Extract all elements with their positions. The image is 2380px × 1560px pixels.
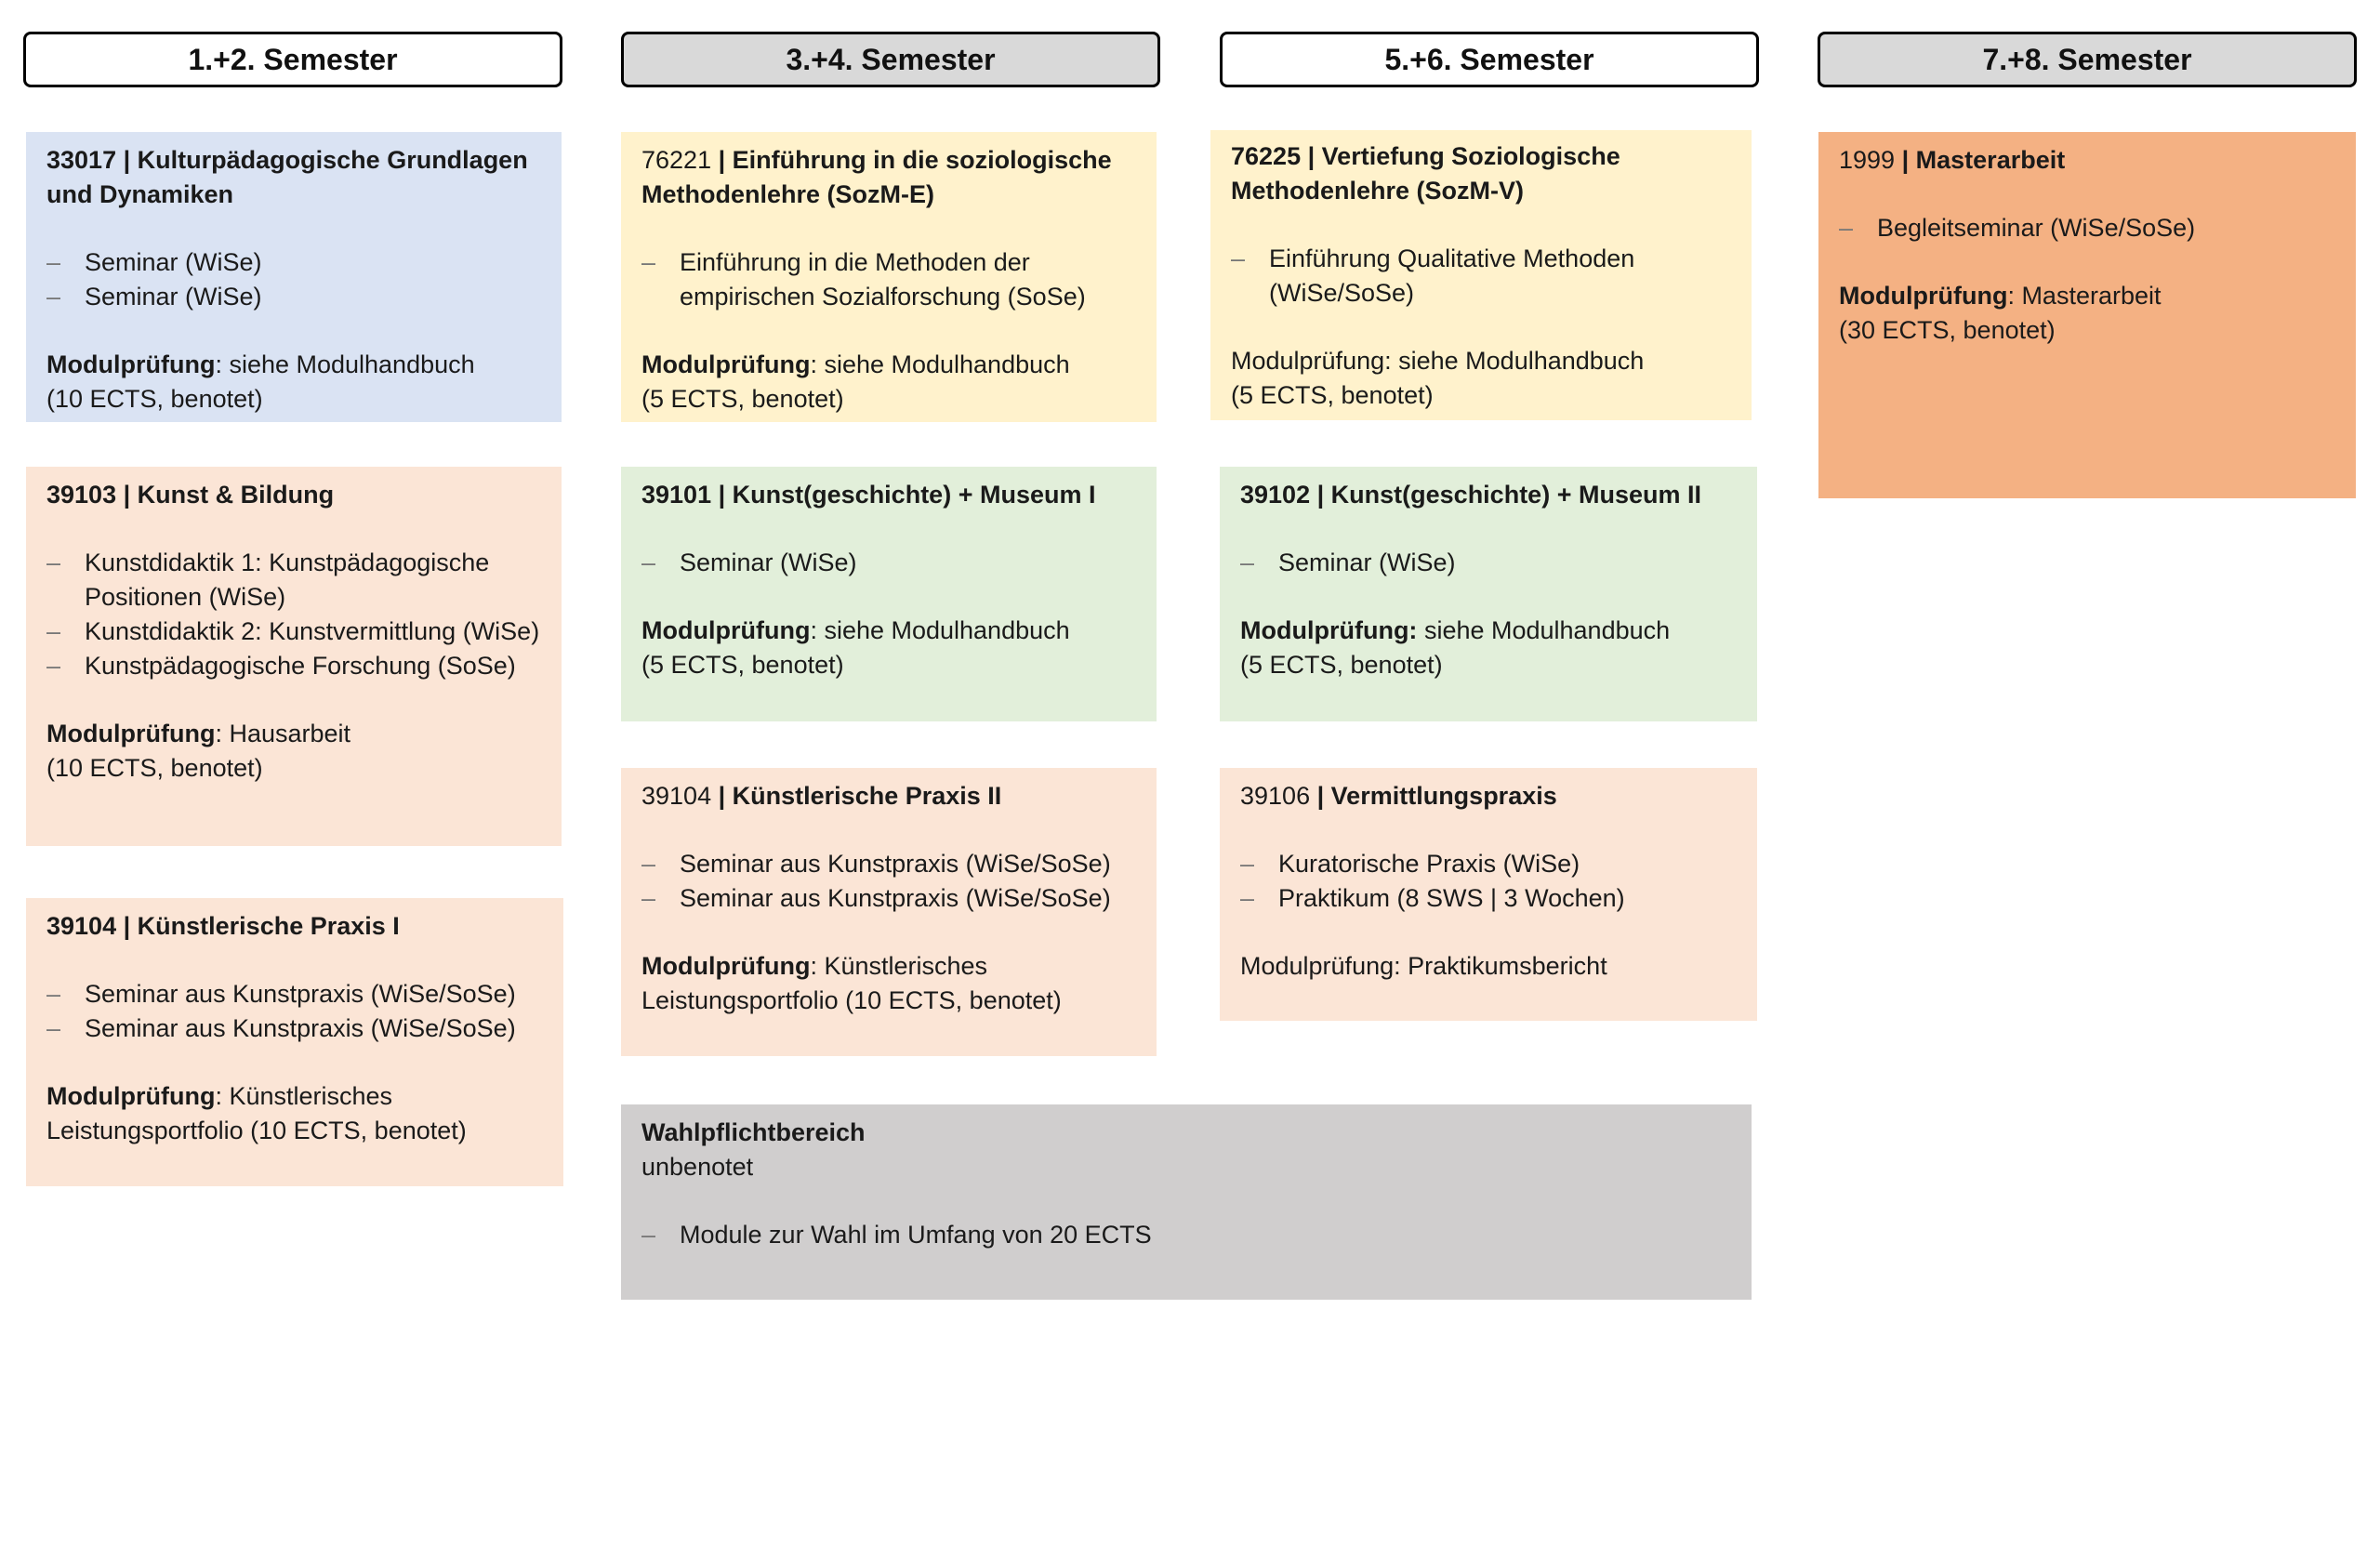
exam-label: Modulprüfung: [1240,616,1418,644]
area-name: Wahlpflichtbereich [641,1118,866,1146]
exam-text: : Praktikumsbericht [1394,952,1607,980]
course-list [641,546,1136,580]
module-exam [641,949,1136,1018]
course-label: Einführung Qualitative Methoden (WiSe/SoSe) [1269,245,1635,307]
exam-text: : siehe Modulhandbuch [215,350,475,378]
exam-credits: (10 ECTS, benotet) [46,754,263,782]
course-label: Kunstdidaktik 2: Kunstvermittlung (WiSe) [85,617,540,645]
course-label: Seminar aus Kunstpraxis (WiSe/SoSe) [680,884,1111,912]
course-label: Praktikum (8 SWS | 3 Wochen) [1278,884,1625,912]
course-label: Einführung in die Methoden der empirischen Sozialforschung (SoSe) [680,248,1086,311]
module-exam [1839,279,2335,348]
exam-text: : Hausarbeit [215,720,351,747]
module-number: 39103 [46,481,117,509]
dash-bullet: – [1839,214,1854,242]
course-item [46,977,543,1011]
course-list [641,1218,1731,1252]
course-label: Module zur Wahl im Umfang von 20 ECTS [680,1221,1152,1249]
module-exam [641,348,1136,416]
course-label: Seminar aus Kunstpraxis (WiSe/SoSe) [85,1014,516,1042]
dash-bullet: – [46,549,61,576]
course-item [641,847,1136,881]
course-list [1231,242,1731,311]
course-list [641,245,1136,314]
course-label: Kunstdidaktik 1: Kunstpädagogische Positionen (WiSe) [85,549,490,611]
module-name: | Künstlerische Praxis II [718,782,1002,810]
semester-header-7-8 [1818,32,2357,87]
module-number: 39102 [1240,481,1311,509]
dash-bullet: – [1240,850,1255,878]
exam-credits: (5 ECTS, benotet) [1231,381,1434,409]
module-exam [46,348,541,416]
exam-credits: (30 ECTS, benotet) [1839,316,2056,344]
course-label: Seminar (WiSe) [85,283,262,311]
area-title [641,1116,1731,1150]
dash-bullet: – [46,1014,61,1042]
course-item [641,881,1136,916]
course-label: Begleitseminar (WiSe/SoSe) [1877,214,2196,242]
course-item [1240,847,1737,881]
dash-bullet: – [1240,549,1255,576]
exam-label: Modulprüfung [1231,347,1385,375]
module-name: | Kunst(geschichte) + Museum I [718,481,1096,509]
module-name: | Künstlerische Praxis I [123,912,400,940]
course-label: Kuratorische Praxis (WiSe) [1278,850,1580,878]
module-exam [46,1079,543,1148]
course-item [46,280,541,314]
semester-header-label: 5.+6. Semester [1384,42,1594,76]
dash-bullet: – [46,283,61,311]
module-number: 39106 [1240,782,1311,810]
course-item [641,245,1136,314]
module-name: | Kunst & Bildung [123,481,335,509]
semester-header-5-6 [1220,32,1759,87]
semester-header-3-4 [621,32,1160,87]
dash-bullet: – [46,617,61,645]
dash-bullet: – [641,248,656,276]
dash-bullet: – [1231,245,1246,272]
course-label: Seminar (WiSe) [680,549,857,576]
course-item [46,546,541,615]
course-list [46,977,543,1046]
exam-text: : Künstlerisches [810,952,988,980]
exam-label: Modulprüfung [46,1082,216,1110]
module-name: | Einführung in die soziologische Methodenlehre (SozM-E) [641,146,1112,208]
course-item [1240,546,1737,580]
module-number: 39104 [46,912,117,940]
exam-credits: (10 ECTS, benotet) [46,385,263,413]
module-title [641,478,1136,512]
course-label: Seminar (WiSe) [85,248,262,276]
wahlpflicht-area [621,1104,1752,1300]
course-list [46,245,541,314]
module-39102 [1220,467,1757,721]
course-list [1240,847,1737,916]
course-item [641,1218,1731,1252]
module-title [641,143,1136,212]
module-number: 39101 [641,481,712,509]
dash-bullet: – [1240,884,1255,912]
dash-bullet: – [641,850,656,878]
dash-bullet: – [46,248,61,276]
exam-label: Modulprüfung [641,350,811,378]
exam-credits: Leistungsportfolio (10 ECTS, benotet) [46,1117,467,1144]
module-39104-ii [621,768,1157,1056]
course-label: Seminar aus Kunstpraxis (WiSe/SoSe) [85,980,516,1008]
module-title [1240,779,1737,813]
dash-bullet: – [46,980,61,1008]
module-number: 33017 [46,146,117,174]
exam-label: Modulprüfung [46,350,216,378]
module-1999 [1818,132,2356,498]
exam-label: Modulprüfung [1240,952,1395,980]
module-39104-i [26,898,563,1186]
dash-bullet: – [46,652,61,680]
module-name: | Kunst(geschichte) + Museum II [1316,481,1701,509]
exam-credits: (5 ECTS, benotet) [641,651,844,679]
module-39103 [26,467,562,846]
course-label: Kunstpädagogische Forschung (SoSe) [85,652,516,680]
exam-text: : siehe Modulhandbuch [810,616,1070,644]
module-title [641,779,1136,813]
course-label: Seminar aus Kunstpraxis (WiSe/SoSe) [680,850,1111,878]
module-39106 [1220,768,1757,1021]
semester-header-1-2 [23,32,562,87]
dash-bullet: – [641,549,656,576]
course-list [46,546,541,683]
exam-text: siehe Modulhandbuch [1417,616,1671,644]
course-list [641,847,1136,916]
semester-header-label: 3.+4. Semester [786,42,996,76]
module-39101 [621,467,1157,721]
module-exam [46,717,541,786]
exam-text: : Künstlerisches [215,1082,393,1110]
exam-label: Modulprüfung [1839,282,2008,310]
module-exam [1240,949,1737,984]
module-title [1240,478,1737,512]
exam-label: Modulprüfung [641,616,811,644]
exam-credits: (5 ECTS, benotet) [1240,651,1443,679]
module-number: 76221 [641,146,712,174]
module-title [1231,139,1731,208]
course-list [1240,546,1737,580]
module-title [46,478,541,512]
module-title [46,909,543,944]
course-item [641,546,1136,580]
module-name: | Kulturpädagogische Grundlagen und Dynamiken [46,146,528,208]
module-name: | Vertiefung Soziologische Methodenlehre (SozM-V) [1231,142,1620,205]
module-number: 39104 [641,782,712,810]
dash-bullet: – [641,884,656,912]
module-76221 [621,132,1157,422]
exam-text: : siehe Modulhandbuch [810,350,1070,378]
exam-text: : Masterarbeit [2007,282,2162,310]
module-title [1839,143,2335,178]
module-title [46,143,541,212]
exam-label: Modulprüfung [641,952,811,980]
dash-bullet: – [641,1221,656,1249]
module-number: 1999 [1839,146,1896,174]
module-exam [641,614,1136,682]
module-name: | Vermittlungspraxis [1316,782,1557,810]
semester-header-label: 1.+2. Semester [188,42,398,76]
module-33017 [26,132,562,422]
course-item [46,649,541,683]
course-item [46,1011,543,1046]
exam-label: Modulprüfung [46,720,216,747]
module-exam [1240,614,1737,682]
course-item [1231,242,1731,311]
exam-credits: (5 ECTS, benotet) [641,385,844,413]
course-list [1839,211,2335,245]
course-item [1240,881,1737,916]
course-item [46,615,541,649]
exam-credits: Leistungsportfolio (10 ECTS, benotet) [641,986,1062,1014]
module-76225 [1210,130,1752,420]
course-item [46,245,541,280]
course-label: Seminar (WiSe) [1278,549,1456,576]
module-name: | Masterarbeit [1901,146,2066,174]
module-exam [1231,344,1731,413]
semester-header-label: 7.+8. Semester [1982,42,2192,76]
module-number: 76225 [1231,142,1302,170]
exam-text: : siehe Modulhandbuch [1384,347,1645,375]
area-subtitle: unbenotet [641,1153,754,1181]
course-item [1839,211,2335,245]
